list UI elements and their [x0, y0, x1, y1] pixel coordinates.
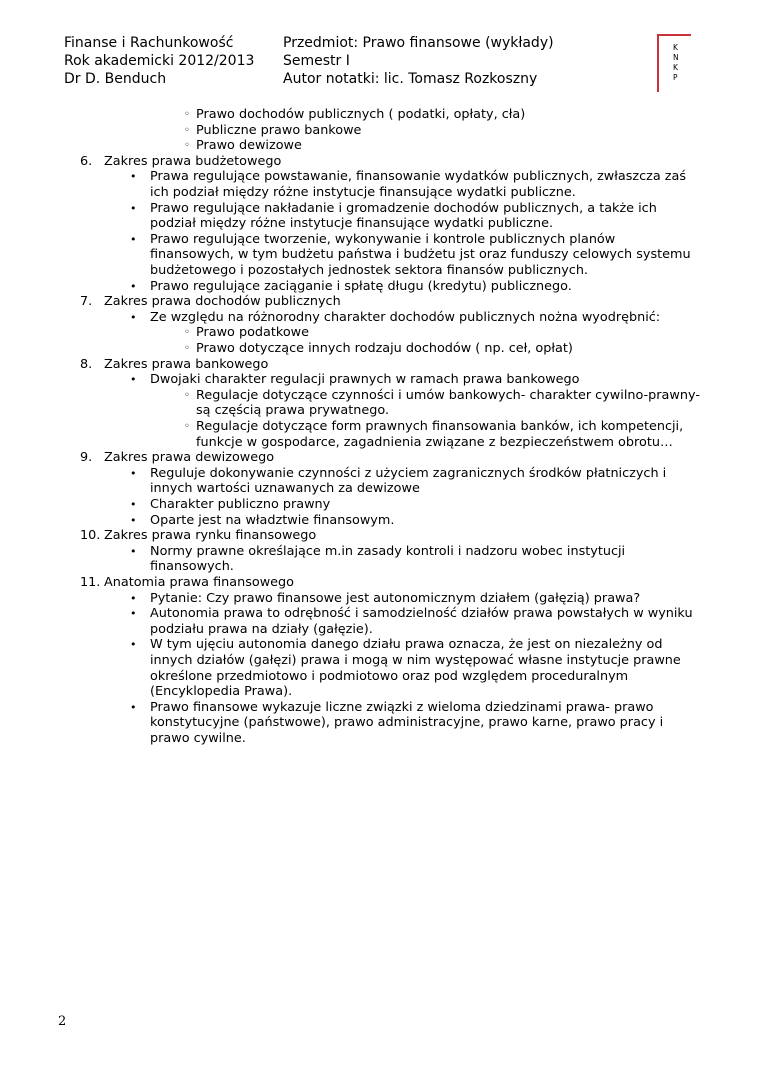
sub-bullet-icon: ◦ — [184, 140, 190, 152]
sub-bullet-icon: ◦ — [184, 124, 190, 136]
bullet-icon: • — [130, 498, 137, 511]
bullet-icon: • — [130, 700, 137, 714]
page-number: 2 — [58, 1014, 67, 1029]
sub-item-text: są częścią prawa prywatnego. — [196, 403, 390, 419]
logo-letter: N — [673, 53, 679, 62]
logo-letters — [673, 43, 679, 83]
section-title: Zakres prawa dewizowego — [104, 450, 275, 466]
bullet-text: Dwojaki charakter regulacji prawnych w ramach prawa bankowego — [150, 372, 580, 388]
bullet-text: Pytanie: Czy prawo finansowe jest autonomicznym działem (gałęzią) prawa? — [150, 590, 641, 606]
logo-letter: K — [673, 43, 678, 52]
bullet-text: podziału prawa na działy (gałęzie). — [150, 621, 373, 637]
bullet-icon: • — [130, 201, 137, 215]
bullet-icon: • — [130, 591, 137, 605]
bullet-text: (Encyklopedia Prawa). — [150, 684, 293, 700]
sub-bullet-icon: ◦ — [184, 327, 190, 339]
bullet-text: finansowych, w tym budżetu państwa i budżetu jst oraz funduszy celowych systemu — [150, 247, 691, 263]
section-title: Zakres prawa bankowego — [104, 356, 269, 372]
bullet-text: Reguluje dokonywanie czynności z użyciem zagranicznych środków płatniczych i — [150, 465, 667, 481]
bullet-text: Charakter publiczno prawny — [150, 497, 331, 512]
logo-bar-top — [657, 34, 691, 36]
section-number: 11. — [80, 575, 101, 590]
logo-letter: P — [673, 73, 678, 82]
bullet-icon: • — [130, 466, 137, 480]
knkp-logo — [657, 34, 691, 92]
bullet-text: finansowych. — [150, 559, 234, 575]
sub-item-text: funkcje w gospodarce, zagadnienia związane z bezpieczeństwem obrotu… — [196, 434, 673, 450]
bullet-icon: • — [130, 170, 137, 184]
logo-letter: K — [673, 63, 678, 72]
sub-bullet-icon: ◦ — [184, 109, 190, 120]
header-semester: Semestr I — [283, 53, 350, 69]
logo-bar-side — [657, 34, 659, 92]
header-course-info — [64, 34, 284, 88]
header-subject-info — [283, 34, 633, 88]
sub-bullet-icon: ◦ — [184, 389, 190, 401]
sub-item-text: Prawo dotyczące innych rodzaju dochodów ( np. ceł, opłat) — [196, 341, 573, 356]
sub-item-text: Prawo dochodów publicznych ( podatki, opłaty, cła) — [196, 107, 526, 122]
bullet-text: określone przedmiotowo i podmiotowo oraz pod względem proceduralnym — [150, 668, 629, 684]
header-year: Rok akademicki 2012/2013 — [64, 53, 255, 69]
sub-item-text: Regulacje dotyczące czynności i umów bankowych- charakter cywilno-prawny- — [196, 387, 700, 403]
bullet-text: innych działów (gałęzi) prawa i mogą w nim występować własne instytucje prawne — [150, 653, 681, 668]
bullet-text: Prawo regulujące tworzenie, wykonywanie i kontrole publicznych planów — [150, 231, 616, 247]
bullet-text: Prawa regulujące powstawanie, finansowanie wydatków publicznych, zwłaszcza zaś — [150, 169, 687, 185]
bullet-text: ich podział między różne instytucje finansujące wydatki publiczne. — [150, 185, 576, 200]
section-number: 10. — [80, 528, 101, 544]
bullet-text: Prawo regulujące zaciąganie i spłatę długu (kredytu) publicznego. — [150, 278, 572, 294]
bullet-text: Ze względu na różnorodny charakter dochodów publicznych nożna wyodrębnić: — [150, 309, 661, 325]
section-number: 7. — [80, 294, 93, 310]
bullet-icon: • — [130, 607, 137, 621]
bullet-text: podział między różne instytucje finansujące wydatki publiczne. — [150, 216, 554, 232]
section-number: 6. — [80, 153, 93, 169]
bullet-text: Autonomia prawa to odrębność i samodzielność działów prawa powstałych w wyniku — [150, 606, 693, 622]
header-field: Finanse i Rachunkowość — [64, 35, 234, 51]
page-header — [64, 34, 704, 94]
sub-item-text: Prawo dewizowe — [196, 138, 302, 154]
sub-item-text: Prawo podatkowe — [196, 325, 310, 341]
bullet-icon: • — [130, 638, 137, 652]
header-lecturer: Dr D. Benduch — [64, 71, 167, 87]
bullet-text: Prawo regulujące nakładanie i gromadzenie dochodów publicznych, a także ich — [150, 200, 657, 216]
bullet-icon: • — [130, 310, 137, 324]
header-subject: Przedmiot: Prawo finansowe (wykłady) — [283, 35, 554, 51]
bullet-text: prawo cywilne. — [150, 731, 246, 746]
bullet-text: W tym ujęciu autonomia danego działu prawa oznacza, że jest on niezależny od — [150, 637, 663, 653]
bullet-text: Normy prawne określające m.in zasady kontroli i nadzoru wobec instytucji — [150, 543, 626, 559]
bullet-icon: • — [130, 373, 137, 387]
sub-bullet-icon: ◦ — [184, 343, 190, 354]
section-title: Anatomia prawa finansowego — [104, 575, 294, 590]
bullet-icon: • — [130, 544, 137, 558]
sub-item-text: Publiczne prawo bankowe — [196, 122, 362, 138]
bullet-text: budżetowego i pozostałych jednostek sektora finansów publicznych. — [150, 263, 588, 278]
sub-item-text: Regulacje dotyczące form prawnych finansowania banków, ich kompetencji, — [196, 419, 684, 434]
section-number: 8. — [80, 356, 93, 372]
bullet-icon: • — [130, 232, 137, 246]
header-author: Autor notatki: lic. Tomasz Rozkoszny — [283, 71, 538, 87]
section-title: Zakres prawa rynku finansowego — [104, 528, 317, 544]
bullet-icon: • — [130, 279, 137, 293]
bullet-text: Prawo finansowe wykazuje liczne związki z wieloma dziedzinami prawa- prawo — [150, 699, 654, 715]
sub-bullet-icon: ◦ — [184, 421, 190, 432]
section-number: 9. — [80, 450, 93, 466]
section-title: Zakres prawa dochodów publicznych — [104, 294, 341, 310]
bullet-text: innych wartości uznawanych za dewizowe — [150, 481, 420, 497]
section-title: Zakres prawa budżetowego — [104, 153, 282, 169]
bullet-icon: • — [130, 513, 137, 527]
bullet-text: konstytucyjne (państwowe), prawo administracyjne, prawo karne, prawo pracy i — [150, 715, 664, 731]
bullet-text: Oparte jest na władztwie finansowym. — [150, 512, 395, 528]
